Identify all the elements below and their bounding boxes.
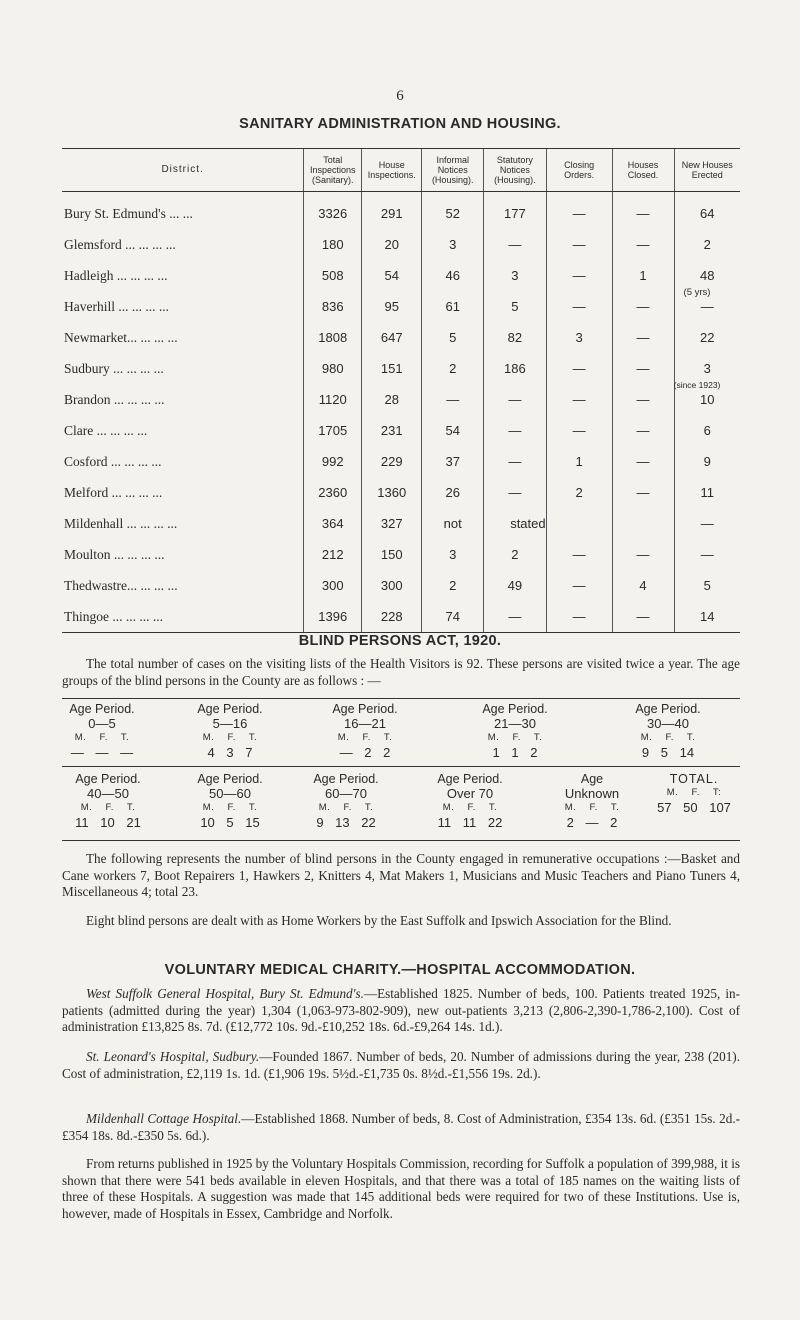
district-cell: Thingoe ... ... ... ... bbox=[62, 601, 304, 633]
total-inspections-cell: 3326 bbox=[304, 192, 362, 230]
new-houses-cell: — bbox=[674, 539, 740, 570]
age-table-mid-rule bbox=[62, 766, 740, 767]
houses-closed-cell: — bbox=[612, 291, 674, 322]
table-row bbox=[62, 446, 740, 477]
age-label: Age Period. bbox=[313, 772, 379, 786]
age-range: 60—70 bbox=[325, 786, 367, 801]
new-houses-cell: 10 bbox=[674, 384, 740, 415]
mft-heading: M. F. T. bbox=[442, 802, 498, 813]
district-cell: Thedwastre... ... ... ... bbox=[64, 577, 178, 593]
age-label: Age Period. bbox=[197, 772, 263, 786]
houses-closed-cell: — bbox=[612, 353, 674, 384]
age-group bbox=[298, 773, 394, 830]
age-table-top-rule bbox=[62, 698, 740, 699]
mft-heading: M. F. T. bbox=[564, 802, 620, 813]
houses-closed-cell: 4 bbox=[612, 570, 674, 601]
voluntary-heading: VOLUNTARY MEDICAL CHARITY.—HOSPITAL ACCOMMODATION. bbox=[164, 962, 636, 978]
informal-notices-cell: 61 bbox=[422, 291, 484, 322]
houses-closed-cell: — bbox=[612, 192, 674, 230]
houses-closed-cell: — bbox=[612, 384, 674, 415]
west-suffolk-paragraph bbox=[62, 986, 740, 1036]
total-inspections-cell: 212 bbox=[304, 539, 362, 570]
header-closing-orders: Closing Orders. bbox=[546, 149, 612, 192]
statutory-notices-cell: 3 bbox=[484, 260, 546, 291]
statutory-notices-cell: — bbox=[484, 384, 546, 415]
age-values: 9 13 22 bbox=[316, 815, 376, 830]
house-inspections-cell: 95 bbox=[362, 291, 422, 322]
table-row bbox=[62, 539, 740, 570]
statutory-notices-cell: — bbox=[484, 229, 546, 260]
mildenhall-paragraph bbox=[62, 1111, 740, 1144]
closing-orders-cell: — bbox=[546, 353, 612, 384]
district-cell: Melford ... ... ... ... bbox=[64, 484, 163, 500]
header-row bbox=[62, 149, 740, 192]
table-row bbox=[62, 601, 740, 633]
blind-home-workers: Eight blind persons are dealt with as Home Workers by the East Suffolk and Ipswich Association for the Blind. bbox=[86, 913, 672, 928]
age-range: Over 70 bbox=[446, 786, 494, 801]
house-inspections-cell: 54 bbox=[362, 260, 422, 291]
houses-closed-cell: — bbox=[612, 539, 674, 570]
sanitary-table bbox=[62, 148, 740, 633]
total-inspections-cell: 1120 bbox=[304, 384, 362, 415]
new-houses-cell: — bbox=[674, 291, 740, 322]
age-table-bottom-rule bbox=[62, 840, 740, 841]
note-5-yrs: (5 yrs) bbox=[683, 287, 711, 298]
total-inspections-cell: 300 bbox=[304, 570, 362, 601]
district-cell: Sudbury ... ... ... ... bbox=[64, 360, 164, 376]
closing-orders-cell: 2 bbox=[546, 477, 612, 508]
statutory-notices-cell: — bbox=[484, 446, 546, 477]
new-houses-cell: 2 bbox=[674, 229, 740, 260]
age-label: Age bbox=[580, 772, 604, 786]
closing-orders-cell: — bbox=[546, 415, 612, 446]
houses-closed-cell: 1 bbox=[612, 260, 674, 291]
mildenhall-name: Mildenhall Cottage Hospital. bbox=[86, 1111, 242, 1126]
house-inspections-cell: 151 bbox=[362, 353, 422, 384]
houses-closed-cell: — bbox=[612, 322, 674, 353]
st-leonards-paragraph bbox=[62, 1049, 740, 1082]
west-suffolk-name: West Suffolk General Hospital, Bury St. Edmund's. bbox=[86, 986, 364, 1001]
informal-notices-cell: 26 bbox=[422, 477, 484, 508]
new-houses-cell: 6 bbox=[674, 415, 740, 446]
age-group bbox=[62, 703, 142, 760]
houses-closed-cell bbox=[612, 508, 674, 539]
statutory-notices-cell: 5 bbox=[484, 291, 546, 322]
age-label: Age Period. bbox=[437, 772, 503, 786]
table-row bbox=[62, 508, 740, 539]
closing-orders-cell: 3 bbox=[546, 322, 612, 353]
mft-heading: M. F. T. bbox=[74, 732, 130, 743]
header-district: District. bbox=[62, 149, 304, 192]
mft-heading: M. F. T. bbox=[202, 732, 258, 743]
new-houses-cell: 22 bbox=[674, 322, 740, 353]
district-cell: Bury St. Edmund's ... ... bbox=[64, 205, 193, 221]
age-groups-bottom bbox=[62, 773, 740, 833]
informal-notices-cell: 52 bbox=[422, 192, 484, 230]
mft-heading: M. F. T. bbox=[80, 802, 136, 813]
age-range: 0—5 bbox=[88, 716, 116, 731]
new-houses-cell: 5 bbox=[674, 570, 740, 601]
houses-closed-cell: — bbox=[612, 477, 674, 508]
table-row bbox=[62, 291, 740, 322]
age-label: Age Period. bbox=[69, 702, 135, 716]
mft-heading: M. F. T. bbox=[202, 802, 258, 813]
mildenhall-text: —Established 1868. Number of beds, 8. Cost of Administration, £354 13s. 6d. (£351 15s. 2d.-£354 18s. 8d.-£350 5s. 6d.). bbox=[62, 1111, 741, 1143]
age-group bbox=[618, 703, 718, 760]
table-row bbox=[62, 229, 740, 260]
new-houses-cell: 14 bbox=[674, 601, 740, 633]
statutory-notices-cell: 49 bbox=[484, 570, 546, 601]
age-group bbox=[184, 773, 276, 830]
total-inspections-cell: 1808 bbox=[304, 322, 362, 353]
age-group-total bbox=[648, 773, 740, 815]
district-cell: Clare ... ... ... ... bbox=[64, 422, 148, 438]
mft-heading: M. F. T. bbox=[487, 732, 543, 743]
mft-heading: M. F. T. bbox=[640, 732, 696, 743]
age-values: — — — bbox=[70, 745, 134, 760]
note-since-1923: (since 1923) bbox=[673, 380, 721, 390]
informal-notices-cell: 54 bbox=[422, 415, 484, 446]
sanitary-heading: SANITARY ADMINISTRATION AND HOUSING. bbox=[239, 116, 561, 132]
st-leonards-text: —Founded 1867. Number of beds, 20. Number of admissions during the year, 238 (201). Cost of administration, £2,119 1s. 1d. (£1,906 19s. 5½d.-£1,735 0s. 8½d.-£1,556 19s. 2d.). bbox=[62, 1049, 740, 1081]
new-houses-cell: 9 bbox=[674, 446, 740, 477]
house-inspections-cell: 231 bbox=[362, 415, 422, 446]
table-row bbox=[62, 384, 740, 415]
west-suffolk-text: —Established 1825. Number of beds, 100. Patients treated 1925, in-patients (admitted during the year) 1,304 (1,063-973-802-909), new out-patients 3,213 (2,806-2,390-1,786-2,100). Cost of administration £13,825 8s. 7d. (£12,772 10s. 9d.-£10,252 18s. 6d.-£9,264 14s. 1d.). bbox=[62, 986, 740, 1034]
age-range: 5—16 bbox=[212, 716, 248, 731]
age-group bbox=[315, 703, 415, 760]
new-houses-cell: 64 bbox=[674, 192, 740, 230]
house-inspections-cell: 327 bbox=[362, 508, 422, 539]
age-label: Age Period. bbox=[482, 702, 548, 716]
total-inspections-cell: 980 bbox=[304, 353, 362, 384]
informal-notices-cell: 74 bbox=[422, 601, 484, 633]
informal-notices-cell: 3 bbox=[422, 539, 484, 570]
district-cell: Cosford ... ... ... ... bbox=[64, 453, 162, 469]
age-values: 11 11 22 bbox=[437, 815, 503, 830]
house-inspections-cell: 647 bbox=[362, 322, 422, 353]
age-group bbox=[180, 703, 280, 760]
closing-orders-cell: — bbox=[546, 384, 612, 415]
age-range: 30—40 bbox=[647, 716, 689, 731]
total-inspections-cell: 1705 bbox=[304, 415, 362, 446]
age-range: 40—50 bbox=[87, 786, 129, 801]
age-range: 16—21 bbox=[344, 716, 386, 731]
age-values: 57 50 107 bbox=[657, 800, 731, 815]
voluntary-returns: From returns published in 1925 by the Voluntary Hospitals Commission, recording for Suffolk a population of 399,988, it is shown that there were 541 beds available in eleven Hospitals, and that there was a total of 185 names on the waiting lists of three of these Hospitals. A suggestion was made that 145 additional beds were required for two of these Institutions. Use is, however, made of Hospitals in Essex, Cambridge and Norfolk. bbox=[62, 1156, 740, 1221]
age-group bbox=[465, 703, 565, 760]
age-values: 2 — 2 bbox=[566, 815, 618, 830]
blind-intro: The total number of cases on the visiting lists of the Health Visitors is 92. These persons are visited twice a year. The age groups of the blind persons in the County are as follows : — bbox=[62, 656, 740, 688]
age-group bbox=[420, 773, 520, 830]
closing-orders-cell: — bbox=[546, 260, 612, 291]
informal-notices-cell: — bbox=[422, 384, 484, 415]
age-values: 9 5 14 bbox=[641, 745, 695, 760]
age-group bbox=[62, 773, 154, 830]
mft-heading: M. F. T. bbox=[337, 732, 393, 743]
district-cell: Moulton ... ... ... ... bbox=[64, 546, 165, 562]
total-inspections-cell: 2360 bbox=[304, 477, 362, 508]
age-values: 4 3 7 bbox=[207, 745, 253, 760]
house-inspections-cell: 150 bbox=[362, 539, 422, 570]
age-range: Unknown bbox=[564, 786, 620, 801]
total-inspections-cell: 992 bbox=[304, 446, 362, 477]
header-house-inspections: House Inspections. bbox=[362, 149, 422, 192]
informal-notices-cell: 2 bbox=[422, 570, 484, 601]
closing-orders-cell bbox=[546, 508, 612, 539]
blind-heading: BLIND PERSONS ACT, 1920. bbox=[298, 633, 502, 649]
age-values: 1 1 2 bbox=[492, 745, 538, 760]
statutory-notices-cell: — bbox=[484, 415, 546, 446]
informal-notices-cell: 37 bbox=[422, 446, 484, 477]
total-inspections-cell: 836 bbox=[304, 291, 362, 322]
header-statutory-notices: Statutory Notices (Housing). bbox=[484, 149, 546, 192]
statutory-notices-cell: — bbox=[484, 601, 546, 633]
table-row bbox=[62, 415, 740, 446]
houses-closed-cell: — bbox=[612, 415, 674, 446]
statutory-notices-cell: 2 bbox=[484, 539, 546, 570]
closing-orders-cell: — bbox=[546, 192, 612, 230]
table-row bbox=[62, 192, 740, 230]
age-label: TOTAL. bbox=[669, 772, 719, 786]
age-label: Age Period. bbox=[75, 772, 141, 786]
closing-orders-cell: — bbox=[546, 291, 612, 322]
district-cell: Haverhill ... ... ... ... bbox=[64, 298, 169, 314]
table-row bbox=[62, 322, 740, 353]
closing-orders-cell: 1 bbox=[546, 446, 612, 477]
table-row bbox=[62, 260, 740, 291]
statutory-notices-cell: 186 bbox=[484, 353, 546, 384]
statutory-notices-cell: 177 bbox=[484, 192, 546, 230]
informal-notices-cell: 3 bbox=[422, 229, 484, 260]
age-label: Age Period. bbox=[197, 702, 263, 716]
age-groups-top bbox=[62, 703, 740, 763]
table-row bbox=[62, 570, 740, 601]
age-range: 21—30 bbox=[494, 716, 536, 731]
informal-notices-cell: 46 bbox=[422, 260, 484, 291]
house-inspections-cell: 1360 bbox=[362, 477, 422, 508]
informal-notices-cell: 5 bbox=[422, 322, 484, 353]
new-houses-cell: — bbox=[674, 508, 740, 539]
new-houses-cell: 11 bbox=[674, 477, 740, 508]
age-values: 11 10 21 bbox=[75, 815, 141, 830]
total-inspections-cell: 364 bbox=[304, 508, 362, 539]
new-houses-cell: 3 bbox=[674, 353, 740, 384]
closing-orders-cell: — bbox=[546, 539, 612, 570]
new-houses-cell: 48 bbox=[674, 260, 740, 291]
age-values: 10 5 15 bbox=[200, 815, 260, 830]
age-values: — 2 2 bbox=[339, 745, 391, 760]
age-label: Age Period. bbox=[332, 702, 398, 716]
header-houses-closed: Houses Closed. bbox=[612, 149, 674, 192]
house-inspections-cell: 291 bbox=[362, 192, 422, 230]
header-total-inspections: Total Inspections (Sanitary). bbox=[304, 149, 362, 192]
houses-closed-cell: — bbox=[612, 601, 674, 633]
houses-closed-cell: — bbox=[612, 229, 674, 260]
closing-orders-cell: — bbox=[546, 229, 612, 260]
total-inspections-cell: 508 bbox=[304, 260, 362, 291]
statutory-notices-cell: 82 bbox=[484, 322, 546, 353]
mft-heading: M. F. T. bbox=[318, 802, 374, 813]
age-label: Age Period. bbox=[635, 702, 701, 716]
district-cell: Brandon ... ... ... ... bbox=[64, 391, 165, 407]
informal-notices-cell: not bbox=[422, 508, 484, 539]
house-inspections-cell: 20 bbox=[362, 229, 422, 260]
informal-notices-cell: 2 bbox=[422, 353, 484, 384]
statutory-notices-cell: — bbox=[484, 477, 546, 508]
page-number: 6 bbox=[396, 88, 404, 104]
house-inspections-cell: 300 bbox=[362, 570, 422, 601]
district-cell: Hadleigh ... ... ... ... bbox=[64, 267, 168, 283]
district-cell: Newmarket... ... ... ... bbox=[64, 329, 178, 345]
house-inspections-cell: 28 bbox=[362, 384, 422, 415]
header-new-houses: New Houses Erected bbox=[674, 149, 740, 192]
blind-occupations: The following represents the number of blind persons in the County engaged in remunerative occupations :—Basket and Cane workers 7, Boot Repairers 1, Hawkers 2, Knitters 4, Mat Makers 1, Musicians and Music Teachers and Piano Tuners 4, Miscellaneous 4; total 23. bbox=[62, 851, 740, 899]
closing-orders-cell: — bbox=[546, 570, 612, 601]
closing-orders-cell: — bbox=[546, 601, 612, 633]
district-cell: Mildenhall ... ... ... ... bbox=[64, 515, 178, 531]
district-cell: Glemsford ... ... ... ... bbox=[64, 236, 176, 252]
age-group bbox=[544, 773, 640, 830]
table-row bbox=[62, 477, 740, 508]
mft-heading: M. F. T: bbox=[666, 787, 722, 798]
statutory-notices-cell: stated bbox=[484, 508, 546, 539]
total-inspections-cell: 180 bbox=[304, 229, 362, 260]
table-row bbox=[62, 353, 740, 384]
house-inspections-cell: 228 bbox=[362, 601, 422, 633]
header-informal-notices: Informal Notices (Housing). bbox=[422, 149, 484, 192]
house-inspections-cell: 229 bbox=[362, 446, 422, 477]
total-inspections-cell: 1396 bbox=[304, 601, 362, 633]
age-range: 50—60 bbox=[209, 786, 251, 801]
houses-closed-cell: — bbox=[612, 446, 674, 477]
st-leonards-name: St. Leonard's Hospital, Sudbury. bbox=[86, 1049, 260, 1064]
